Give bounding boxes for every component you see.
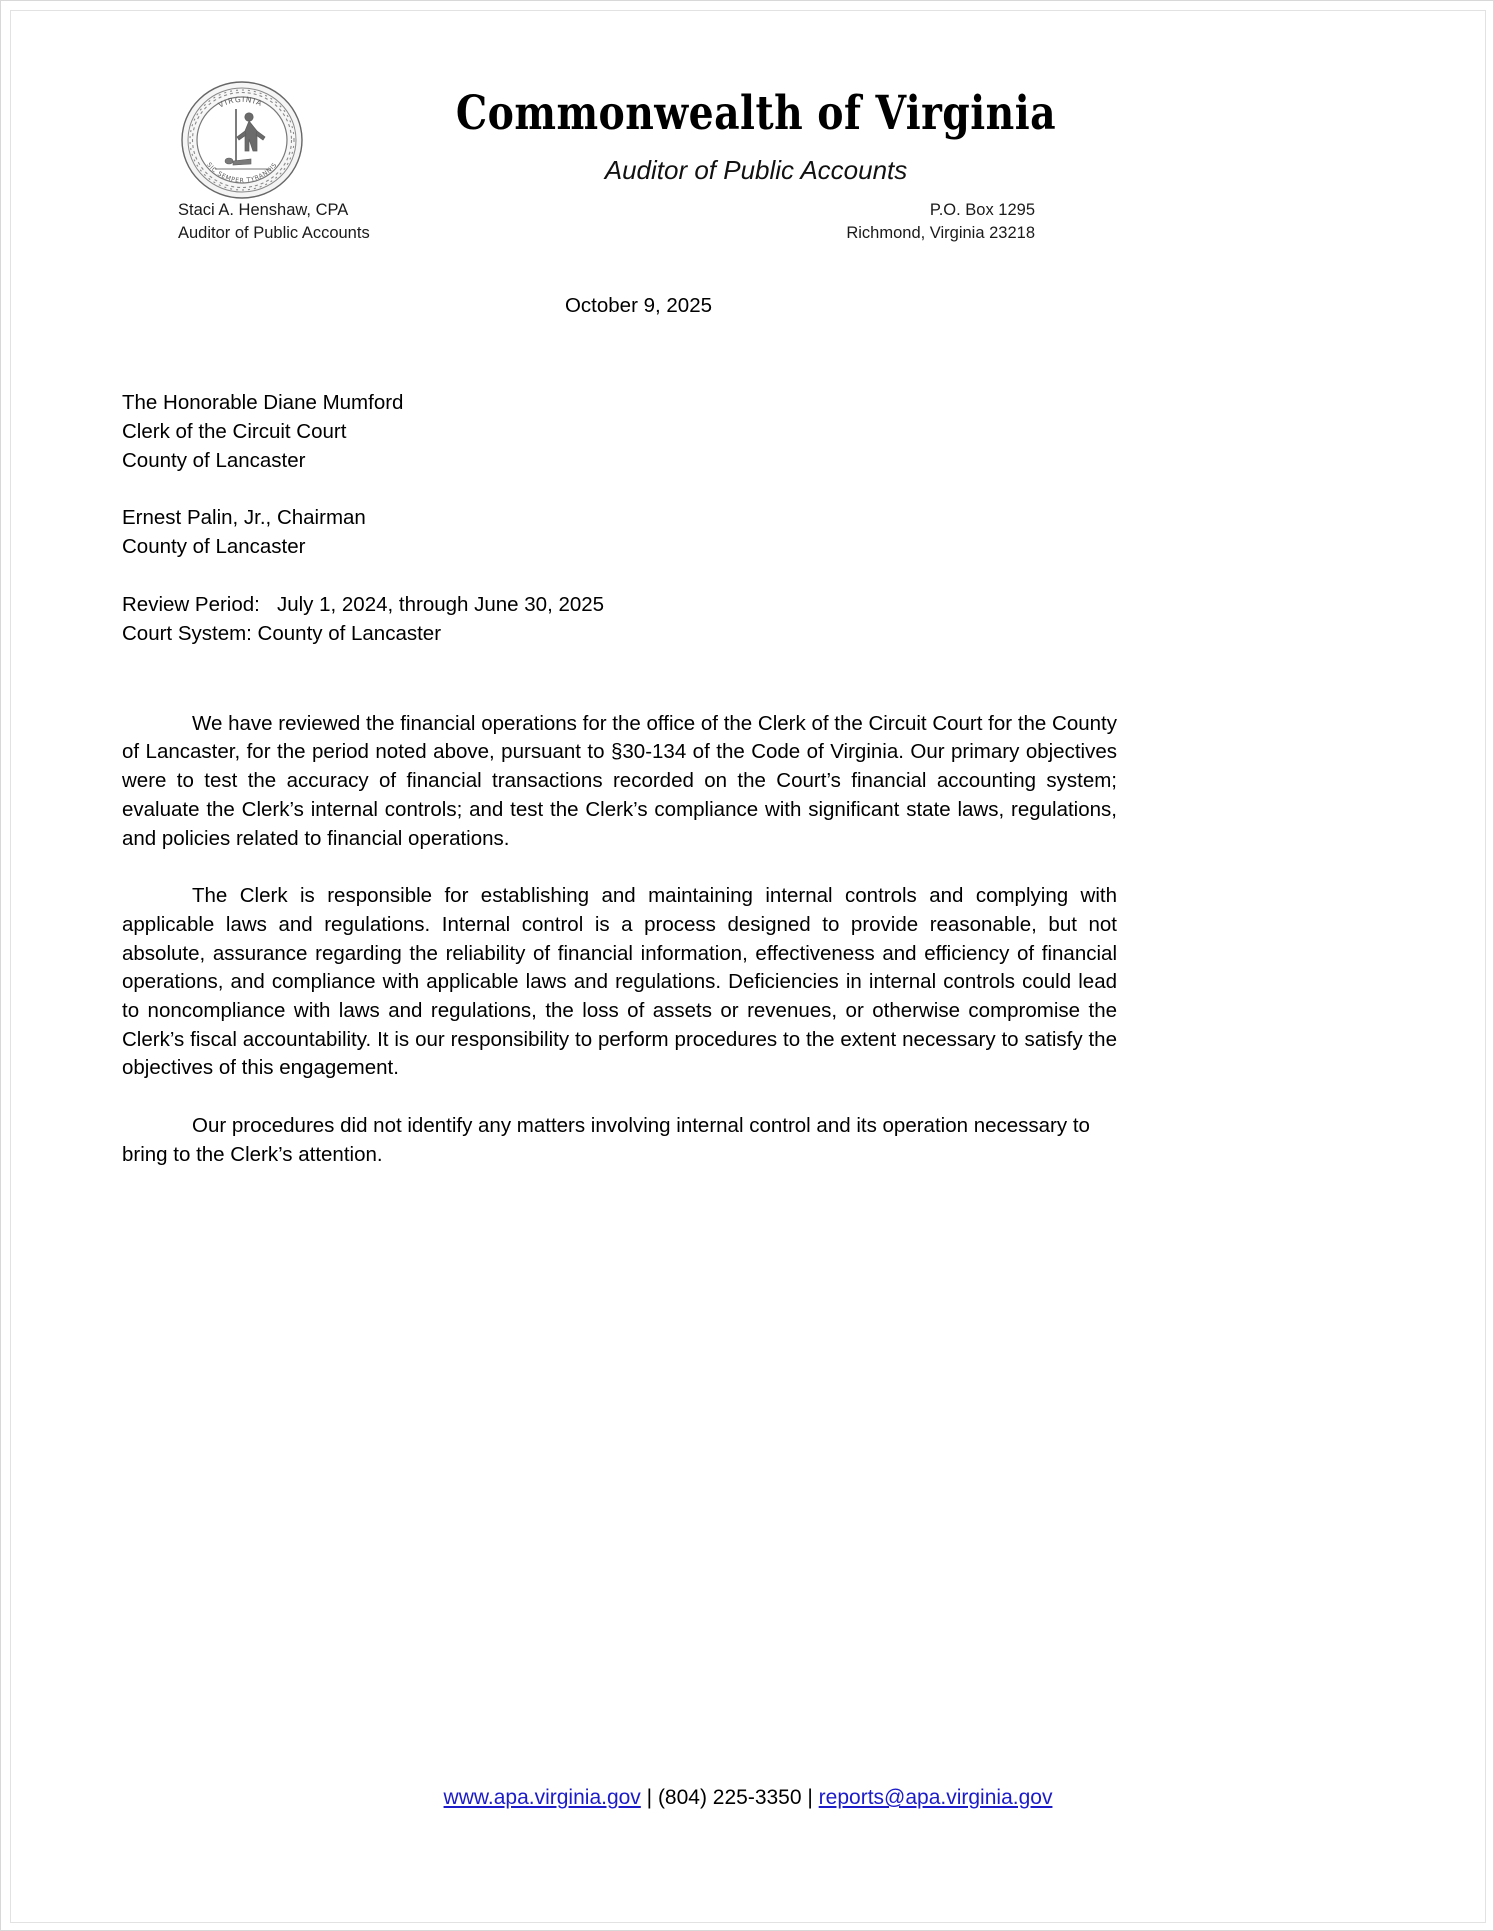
review-period-line: Review Period: July 1, 2024, through June 30, 2025 — [122, 592, 605, 616]
body-paragraph-2: The Clerk is responsible for establishing and maintaining internal controls and complying with applicable laws and regulations. Internal control is a process designed to provide reasonable, but not absolute, assurance regarding the reliability of financial information, effectiveness and efficiency of financial operations, and compliance with applicable laws and regulations. Deficiencies in internal controls could lead to noncompliance with laws and regulations, the loss of assets or revenues, or otherwise compromise the Clerk’s fiscal accountability. It is our responsibility to perform procedures to the extent necessary to satisfy the objectives of this engagement. — [122, 884, 1117, 1080]
website-link[interactable]: www.apa.virginia.gov — [443, 1786, 641, 1809]
court-system-line: Court System: County of Lancaster — [122, 621, 442, 645]
letter-sheet — [11, 11, 1485, 1922]
letterhead-subtitle: Auditor of Public Accounts — [604, 155, 908, 185]
virginia-state-seal-icon — [179, 79, 305, 201]
footer — [11, 1786, 1485, 1810]
letterhead — [11, 11, 1485, 251]
recipient-title: Clerk of the Circuit Court — [122, 420, 347, 444]
email-link[interactable]: reports@apa.virginia.gov — [818, 1786, 1053, 1809]
officer-block — [178, 199, 370, 245]
recipient2-name: Ernest Palin, Jr., Chairman — [122, 506, 366, 530]
letter-date: October 9, 2025 — [564, 294, 712, 317]
officer-title: Auditor of Public Accounts — [178, 223, 370, 242]
recipient-locality: County of Lancaster — [122, 449, 306, 473]
address-line-1: P.O. Box 1295 — [929, 201, 1035, 219]
body-paragraph-1: We have reviewed the financial operations for the office of the Clerk of the Circuit Court for the County of Lancaster, for the period noted above, pursuant to §30-134 of the Code of Virginia. Our primary objectives were to test the accuracy of financial transactions recorded on the Court’s financial accounting system; evaluate the Clerk’s internal controls; and test the Clerk’s compliance with significant state laws, regulations, and policies related to financial operations. — [122, 711, 1117, 850]
mailing-address-block — [846, 199, 1035, 245]
letterhead-title: Commonwealth of Virginia — [455, 86, 1057, 141]
subject-block — [122, 590, 1117, 648]
svg-text:SIC SEMPER TYRANNIS: SIC SEMPER TYRANNIS — [205, 161, 279, 185]
recipient-name: The Honorable Diane Mumford — [122, 391, 404, 414]
phone-number: (804) 225-3350 — [657, 1786, 802, 1809]
footer-separator-2: | — [801, 1786, 819, 1809]
officer-name: Staci A. Henshaw, CPA — [178, 201, 349, 219]
recipient-block-secondary — [122, 503, 1117, 561]
body-paragraph-3: Our procedures did not identify any matters involving internal control and its operation necessary to bring to the Clerk’s attention. — [122, 1114, 1090, 1166]
svg-text:VIRGINIA: VIRGINIA — [216, 94, 265, 110]
footer-separator-1: | — [640, 1786, 658, 1809]
recipient-block-primary — [122, 388, 1117, 475]
recipient2-locality: County of Lancaster — [122, 535, 306, 559]
letter-body — [122, 294, 1117, 1169]
address-line-2: Richmond, Virginia 23218 — [846, 223, 1035, 242]
